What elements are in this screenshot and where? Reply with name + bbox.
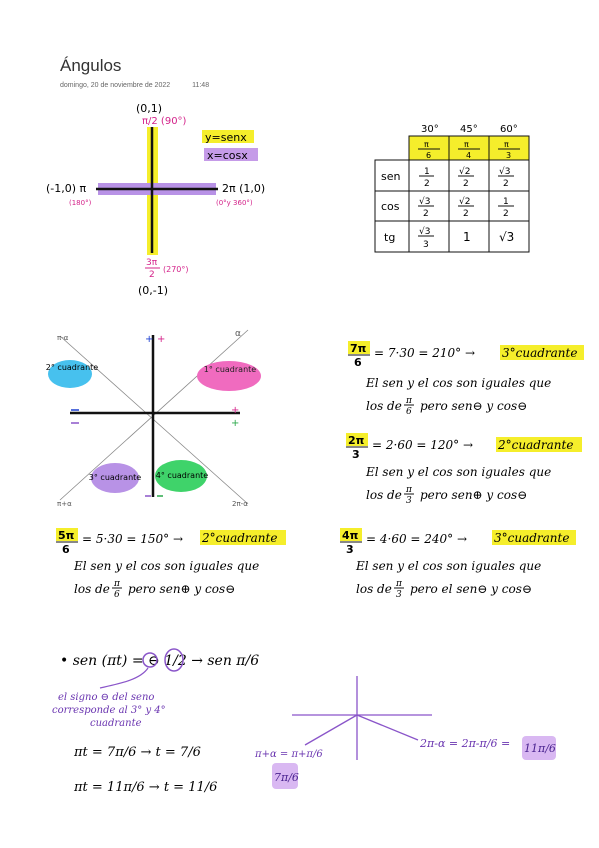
label-alpha: α xyxy=(235,329,241,339)
left-point-label: (-1,0) π xyxy=(46,182,87,195)
legend-y: y=senx xyxy=(205,131,247,144)
rad-den: 3 xyxy=(506,151,512,160)
cell-num: 1 xyxy=(424,167,430,177)
cell-den: 3 xyxy=(423,240,429,250)
cell-den: 2 xyxy=(463,179,469,189)
row-label-tg: tg xyxy=(384,231,396,244)
frac-num: 5π xyxy=(58,529,75,542)
deg-header-1: 30° xyxy=(421,124,439,135)
q1-label: 1° cuadrante xyxy=(203,365,257,374)
note-5pi-6 xyxy=(56,528,286,600)
line2-b: pero sen⊖ y cos⊖ xyxy=(420,399,528,413)
q2-label: 2° cuadrante xyxy=(45,363,99,372)
page-time: 11:48 xyxy=(192,82,210,89)
deg-header-3: 60° xyxy=(500,124,518,135)
mini-ray-fourth xyxy=(357,715,418,740)
cell-den: 2 xyxy=(423,209,429,219)
right-angle-label: (0°y 360°) xyxy=(216,199,253,207)
cell-num: √3 xyxy=(419,227,431,237)
line1: El sen y el cos son iguales que xyxy=(366,465,552,479)
label-pi-plus-alpha: π+α xyxy=(57,500,72,508)
q3-label: 3° cuadrante xyxy=(88,473,142,482)
frac-den: 6 xyxy=(354,356,362,369)
sign-note-3: cuadrante xyxy=(90,718,142,729)
line2-b: pero sen⊕ y cos⊖ xyxy=(420,488,528,502)
row-label-sen: sen xyxy=(381,170,401,183)
cell-num: √2 xyxy=(459,197,471,207)
calc: = 4·60 = 240° → xyxy=(366,532,468,546)
bottom-frac-den: 2 xyxy=(149,270,155,280)
cell-num: 1 xyxy=(503,197,509,207)
line2-b: pero el sen⊖ y cos⊖ xyxy=(410,582,532,596)
quadrant-text: 2°cuadrante xyxy=(202,531,278,545)
line2-a: los de xyxy=(366,488,402,502)
top-point-label: (0,1) xyxy=(136,102,163,115)
right-result: 11π/6 xyxy=(524,742,556,755)
ref-den: 6 xyxy=(114,590,120,600)
cell-den: 2 xyxy=(424,179,430,189)
calc: = 5·30 = 150° → xyxy=(82,532,184,546)
rad-num: π xyxy=(504,140,509,149)
cell-value: 1 xyxy=(463,230,471,244)
cell-num: √2 xyxy=(459,167,471,177)
label-pi-minus-alpha: π-α xyxy=(57,334,69,342)
calc: = 7·30 = 210° → xyxy=(374,346,476,360)
left-result: 7π/6 xyxy=(274,771,299,784)
frac-den: 6 xyxy=(62,543,70,556)
exercise xyxy=(52,649,556,795)
line1: El sen y el cos son iguales que xyxy=(366,376,552,390)
quadrant-text: 3°cuadrante xyxy=(494,531,570,545)
bottom-angle-label: (270°) xyxy=(163,265,189,274)
frac-num: 7π xyxy=(350,342,367,355)
rad-num: π xyxy=(464,140,469,149)
rad-den: 4 xyxy=(466,151,472,160)
sign-note-1: el signo ⊖ del seno xyxy=(58,692,155,703)
line2-b: pero sen⊕ y cos⊖ xyxy=(128,582,236,596)
frac-den: 3 xyxy=(352,448,360,461)
ref-den: 6 xyxy=(406,407,412,417)
page-date: domingo, 20 de noviembre de 2022 xyxy=(60,82,171,89)
sign-plus-right-pink: + xyxy=(231,405,240,416)
sign-plus-top-blue: + xyxy=(145,334,154,345)
left-angle-label: (180°) xyxy=(69,199,92,207)
solution-1: πt = 7π/6 → t = 7/6 xyxy=(74,745,201,760)
cell-value: √3 xyxy=(499,230,515,244)
top-angle-label: π/2 (90°) xyxy=(142,116,187,127)
line1: El sen y el cos son iguales que xyxy=(356,559,542,573)
exercise-equation: • sen (πt) = ⊖ 1/2 → sen π/6 xyxy=(60,653,260,669)
sign-plus-top-pink: + xyxy=(157,334,166,345)
cell-den: 2 xyxy=(503,179,509,189)
cell-num: √3 xyxy=(499,167,511,177)
calc: = 2·60 = 120° → xyxy=(372,438,474,452)
ref-num: π xyxy=(406,396,412,406)
sign-note-2: corresponde al 3° y 4° xyxy=(52,705,166,716)
label-2pi-minus-alpha: 2π-α xyxy=(232,500,248,508)
mini-ray-third xyxy=(305,715,357,745)
left-ray-label: π+α = π+π/6 xyxy=(255,749,323,760)
ref-num: π xyxy=(114,579,120,589)
ref-den: 3 xyxy=(396,590,402,600)
cell-den: 2 xyxy=(463,209,469,219)
row-label-cos: cos xyxy=(381,200,400,213)
line2-a: los de xyxy=(356,582,392,596)
note-4pi-3 xyxy=(340,528,576,600)
line2-a: los de xyxy=(74,582,110,596)
quadrant-text: 3°cuadrante xyxy=(502,346,578,360)
frac-num: 2π xyxy=(348,434,365,447)
unit-axes-sketch xyxy=(46,102,265,297)
solution-2: πt = 11π/6 → t = 11/6 xyxy=(74,780,218,795)
ref-den: 3 xyxy=(406,496,412,506)
line1: El sen y el cos son iguales que xyxy=(74,559,260,573)
right-point-label: 2π (1,0) xyxy=(222,182,266,195)
note-2pi-3 xyxy=(346,433,582,506)
quadrant-diagram xyxy=(46,329,261,508)
deg-header-2: 45° xyxy=(460,124,478,135)
line2-a: los de xyxy=(366,399,402,413)
rad-den: 6 xyxy=(426,151,432,160)
cell-den: 2 xyxy=(503,209,509,219)
cell-num: √3 xyxy=(419,197,431,207)
sign-arrow xyxy=(100,668,148,688)
frac-den: 3 xyxy=(346,543,354,556)
bottom-point-label: (0,-1) xyxy=(138,284,169,297)
legend-x: x=cosx xyxy=(207,149,248,162)
sign-plus-right-green: + xyxy=(231,418,240,429)
right-ray-label: 2π-α = 2π-π/6 = xyxy=(420,737,511,750)
page-title: Ángulos xyxy=(60,56,122,75)
q4-label: 4° cuadrante xyxy=(155,471,209,480)
bottom-frac-num: 3π xyxy=(146,258,158,268)
frac-num: 4π xyxy=(342,529,359,542)
ref-num: π xyxy=(396,579,402,589)
trig-table xyxy=(375,124,529,252)
ref-num: π xyxy=(406,485,412,495)
rad-num: π xyxy=(424,140,429,149)
quadrant-text: 2°cuadrante xyxy=(498,438,574,452)
note-7pi-6 xyxy=(348,341,584,417)
